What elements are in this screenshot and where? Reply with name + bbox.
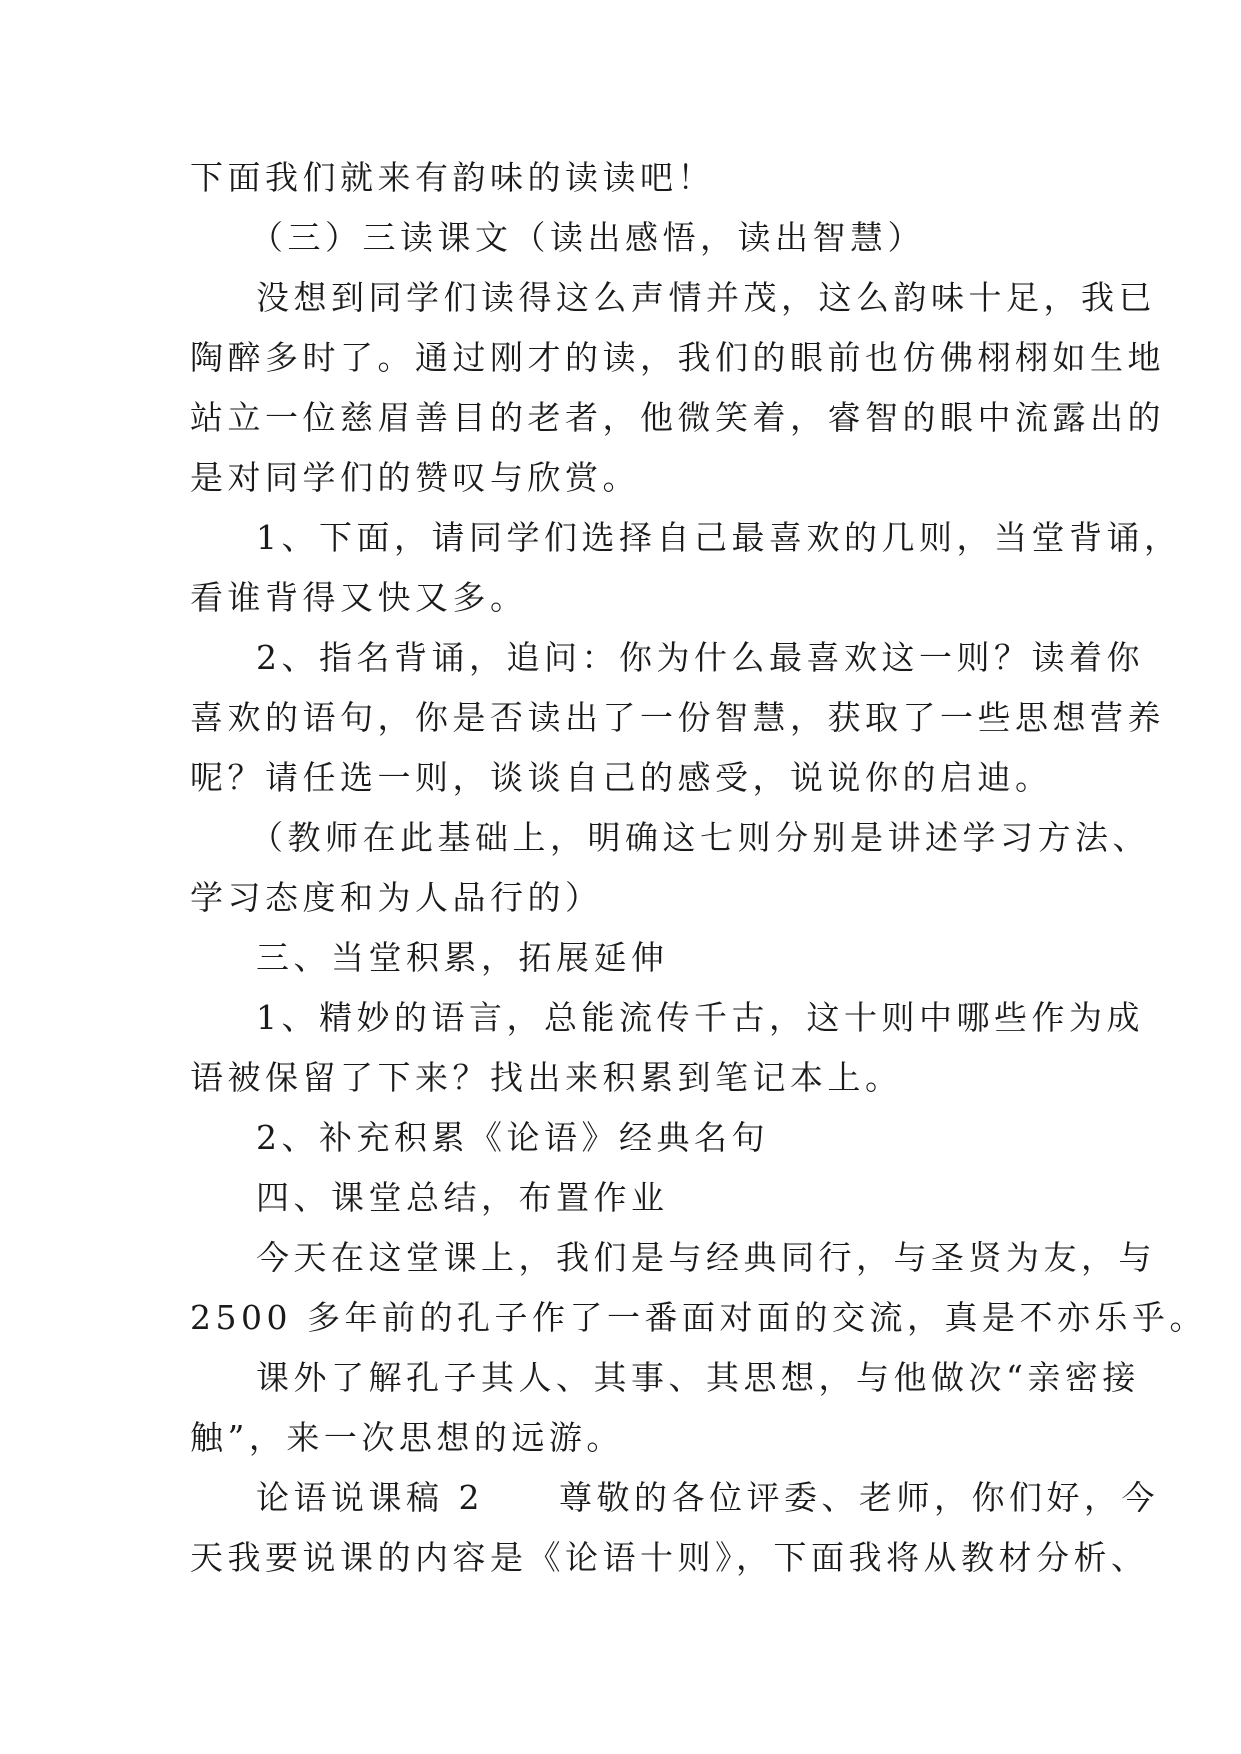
paragraph-line-11: 呢？请任选一则，谈谈自己的感受，说说你的启迪。 xyxy=(190,758,1053,797)
paragraph-line-6: 是对同学们的赞叹与欣赏。 xyxy=(190,458,640,497)
paragraph-line-12: （教师在此基础上，明确这七则分别是讲述学习方法、 xyxy=(250,818,1150,857)
paragraph-line-16: 语被保留了下来？找出来积累到笔记本上。 xyxy=(190,1058,903,1097)
paragraph-line-9: 2、指名背诵，追问：你为什么最喜欢这一则？读着你 xyxy=(256,638,1144,677)
paragraph-line-23: 论语说课稿 2 尊敬的各位评委、老师，你们好，今 xyxy=(256,1478,1159,1517)
paragraph-line-22: 触”，来一次思想的远游。 xyxy=(190,1418,624,1457)
paragraph-line-10: 喜欢的语句，你是否读出了一份智慧，获取了一些思想营养 xyxy=(190,698,1165,737)
paragraph-line-13: 学习态度和为人品行的） xyxy=(190,878,603,917)
section-heading-read-three: （三）三读课文（读出感悟，读出智慧） xyxy=(250,218,925,257)
paragraph-line-19: 今天在这堂课上，我们是与经典同行，与圣贤为友，与 xyxy=(256,1238,1156,1277)
paragraph-line-21: 课外了解孔子其人、其事、其思想，与他做次“亲密接 xyxy=(256,1358,1140,1397)
paragraph-line-17: 2、补充积累《论语》经典名句 xyxy=(256,1118,769,1157)
paragraph-line-24: 天我要说课的内容是《论语十则》，下面我将从教材分析、 xyxy=(190,1538,1149,1577)
paragraph-line-20: 2500 多年前的孔子作了一番面对面的交流，真是不亦乐乎。 xyxy=(190,1298,1207,1337)
paragraph-line-8: 看谁背得又快又多。 xyxy=(190,578,528,617)
paragraph-line-3: 没想到同学们读得这么声情并茂，这么韵味十足，我已 xyxy=(256,278,1156,317)
section-heading-summary: 四、课堂总结，布置作业 xyxy=(256,1178,669,1217)
paragraph-line-5: 站立一位慈眉善目的老者，他微笑着，睿智的眼中流露出的 xyxy=(190,398,1165,437)
paragraph-line-1: 下面我们就来有韵味的读读吧！ xyxy=(190,158,715,197)
paragraph-line-15: 1、精妙的语言，总能流传千古，这十则中哪些作为成 xyxy=(256,998,1144,1037)
paragraph-line-7: 1、下面，请同学们选择自己最喜欢的几则，当堂背诵， xyxy=(256,518,1182,557)
paragraph-line-4: 陶醉多时了。通过刚才的读，我们的眼前也仿佛栩栩如生地 xyxy=(190,338,1165,377)
section-heading-accumulate: 三、当堂积累，拓展延伸 xyxy=(256,938,669,977)
